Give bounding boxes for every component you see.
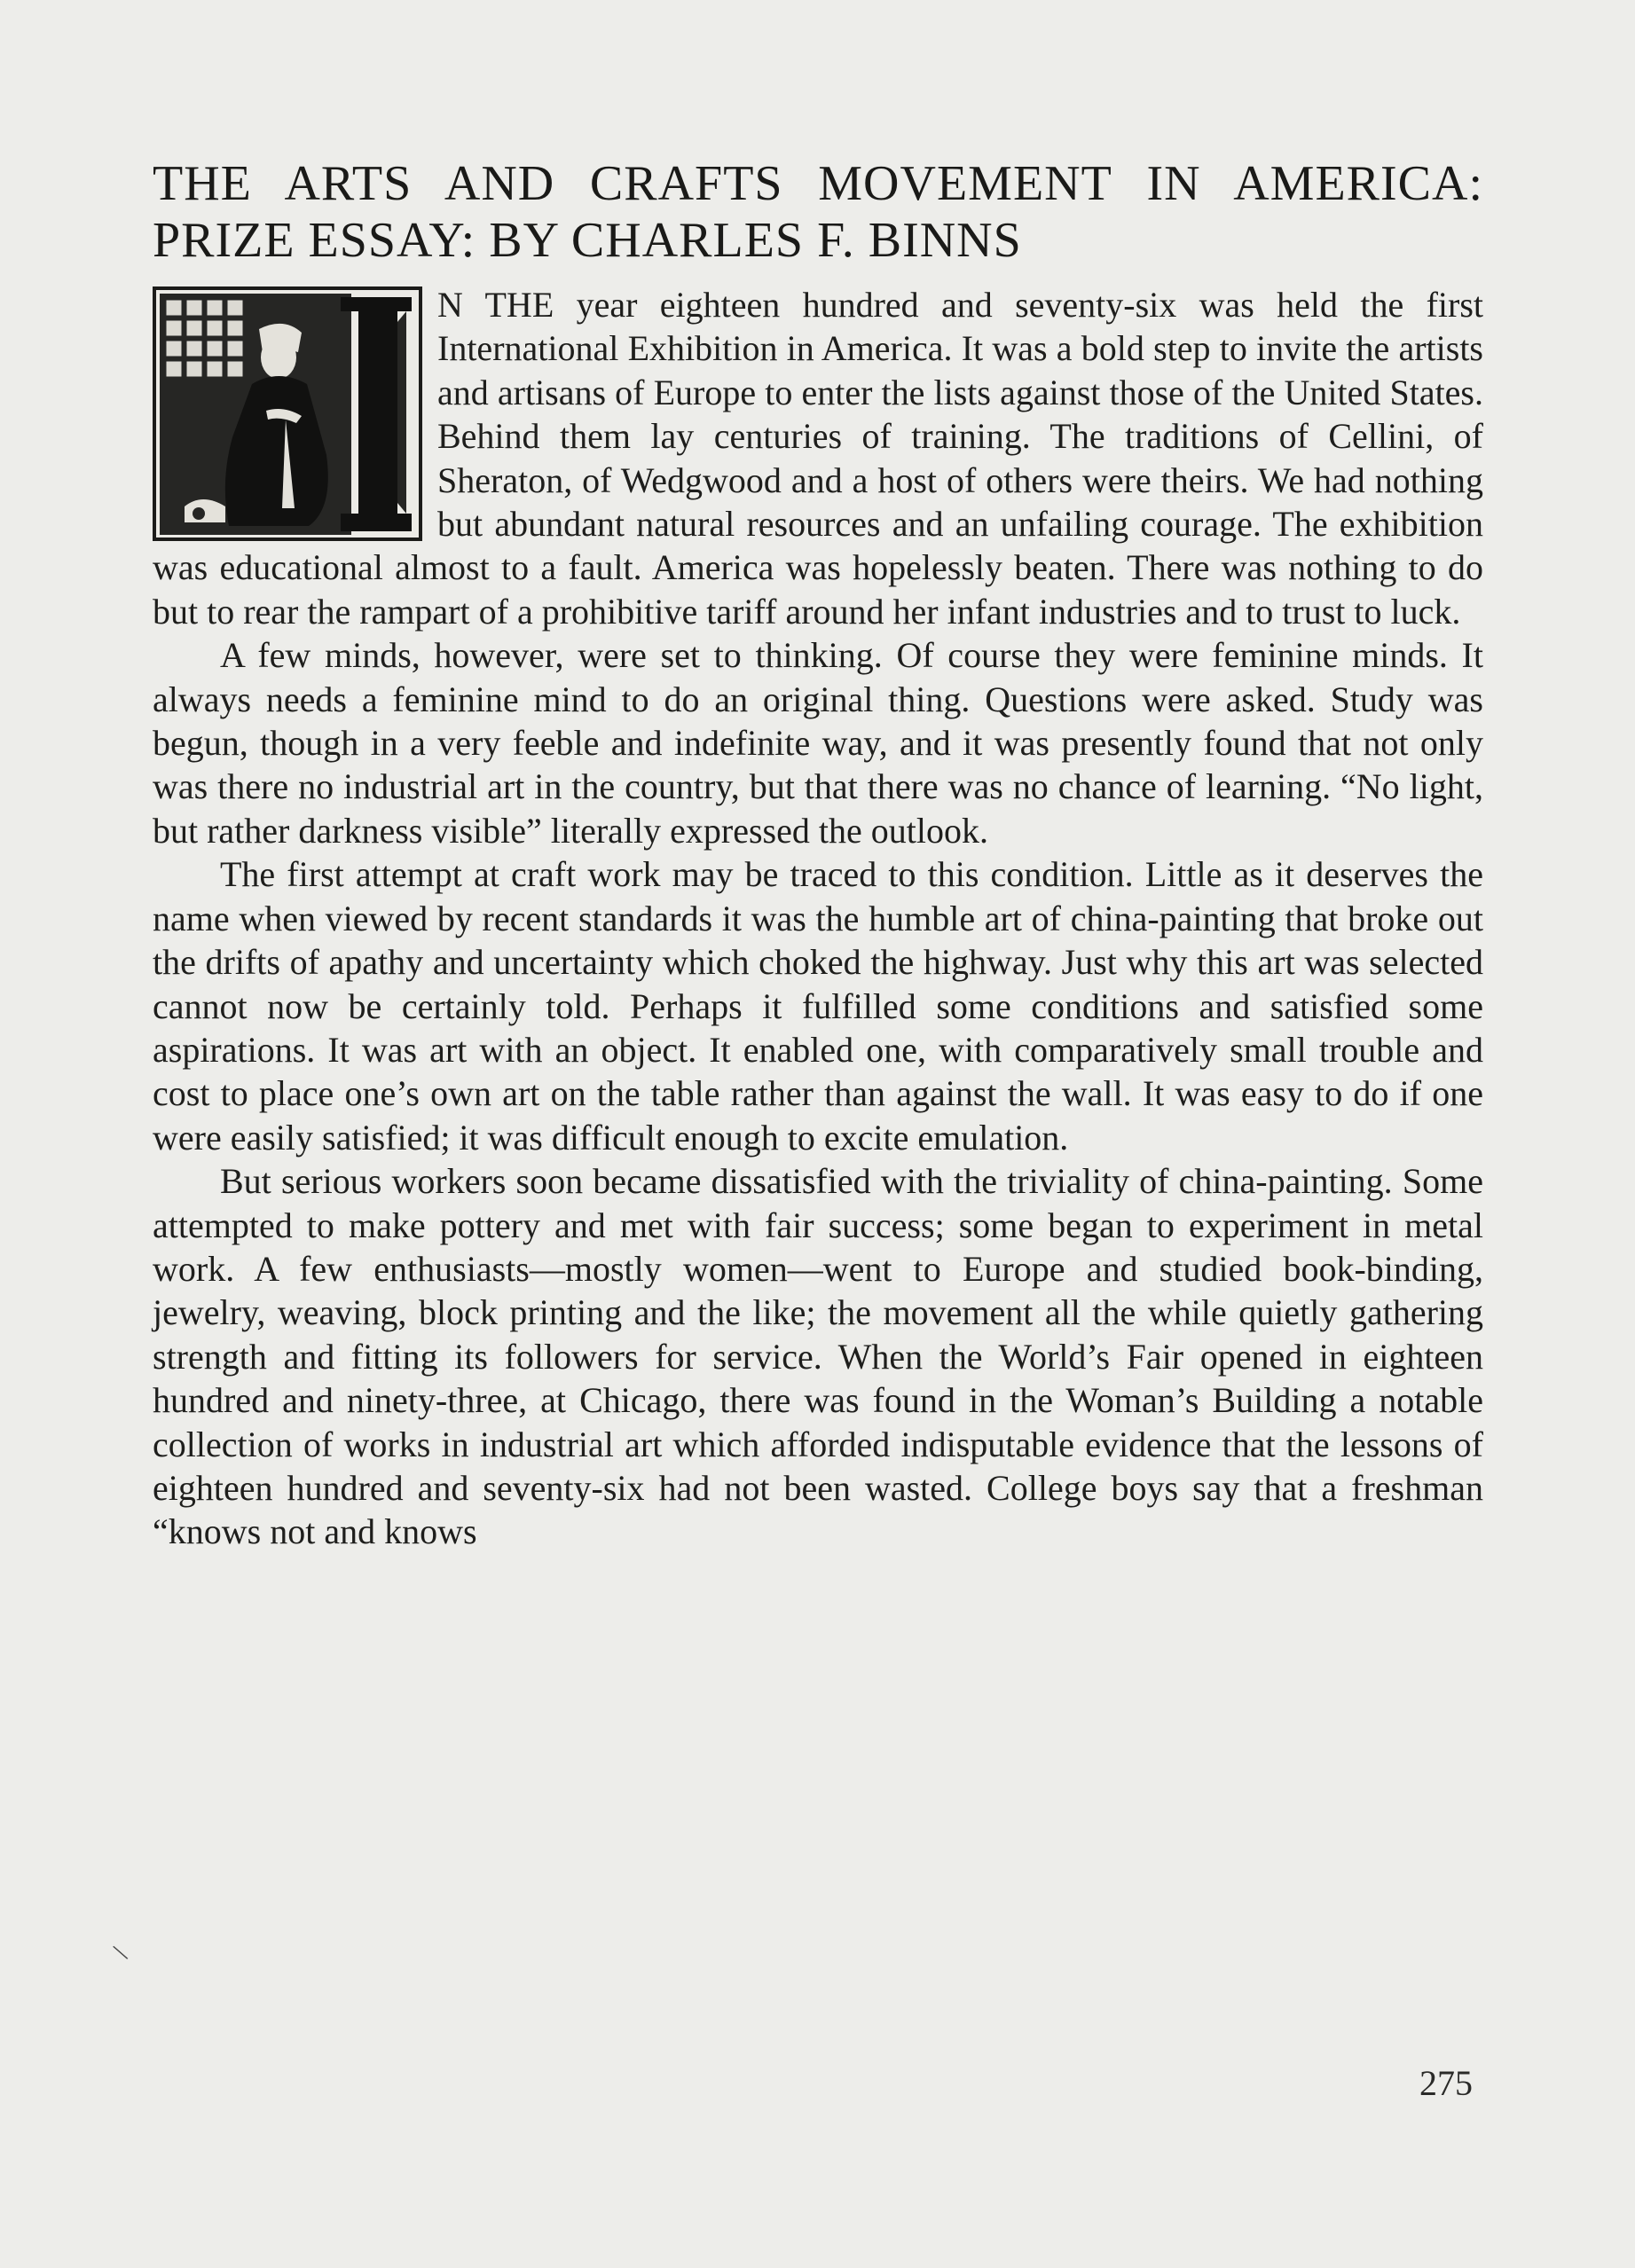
paragraph-4: But serious workers soon became dissatisfied with the triviality of china-painting. Some attempted to make pottery and met with fair success; some began to experiment in metal work. A few enthusiasts—mostly women—went to Europe and studied book-binding, jewelry, weaving, block printing and the like; the movement all the while quietly gathering strength and fitting its followers for service. When the World’s Fair opened in eighteen hundred and ninety-three, at Chicago, there was found in the Woman’s Building a notable collection of works in industrial art which afforded indisputable evidence that the lessons of eighteen hundred and seventy-six had not been wasted. College boys say that a freshman “knows not and knows bbox=[153, 1161, 1483, 1552]
page-number: 275 bbox=[1419, 2063, 1473, 2103]
paragraph-2: A few minds, however, were set to thinking. Of course they were feminine minds. It always needs a feminine mind to do an original thing. Questions were asked. Study was begun, though in a very feeble and indefinite way, and it was presently found that not only was there no industrial art in the country, but that there was no chance of learning. “No light, but rather darkness visible” literally expressed the outlook. bbox=[153, 635, 1483, 851]
essay-body bbox=[153, 283, 1483, 1554]
paragraph-1-text: N THE year eighteen hundred and seventy-six was held the first International Exhibition in America. It was a bold step to invite the artists and artisans of Europe to enter the lists against those of the United States. Behind them lay centuries of training. The traditions of Cellini, of Sheraton, of Wedgwood and a host of others were theirs. We had nothing but abundant natural resources and an unfailing courage. The exhibition was educational almost to a fault. America was hopelessly beaten. There was nothing to do but to rear the rampart of a prohibitive tariff around her infant industries and to trust to luck. bbox=[153, 285, 1483, 632]
illuminated-initial bbox=[153, 286, 423, 542]
paragraph-1 bbox=[153, 283, 1483, 633]
margin-pencil-mark: \ bbox=[110, 1938, 131, 1967]
essay-title: THE ARTS AND CRAFTS MOVEMENT IN AMERICA: PRIZE ESSAY: BY CHARLES F. BINNS bbox=[153, 156, 1483, 268]
text-column bbox=[153, 155, 1483, 1554]
woodcut-figure-illustration bbox=[153, 286, 423, 542]
paragraph-3: The first attempt at craft work may be traced to this condition. Little as it deserves the name when viewed by recent standards it was the humble art of china-painting that broke out the drifts of apathy and uncertainty which choked the highway. Just why this art was selected cannot now be certainly told. Perhaps it fulfilled some conditions and satisfied some aspirations. It was art with an object. It enabled one, with comparatively small trouble and cost to place one’s own art on the table rather than against the wall. It was easy to do if one were easily satisfied; it was difficult enough to excite emulation. bbox=[153, 854, 1483, 1158]
